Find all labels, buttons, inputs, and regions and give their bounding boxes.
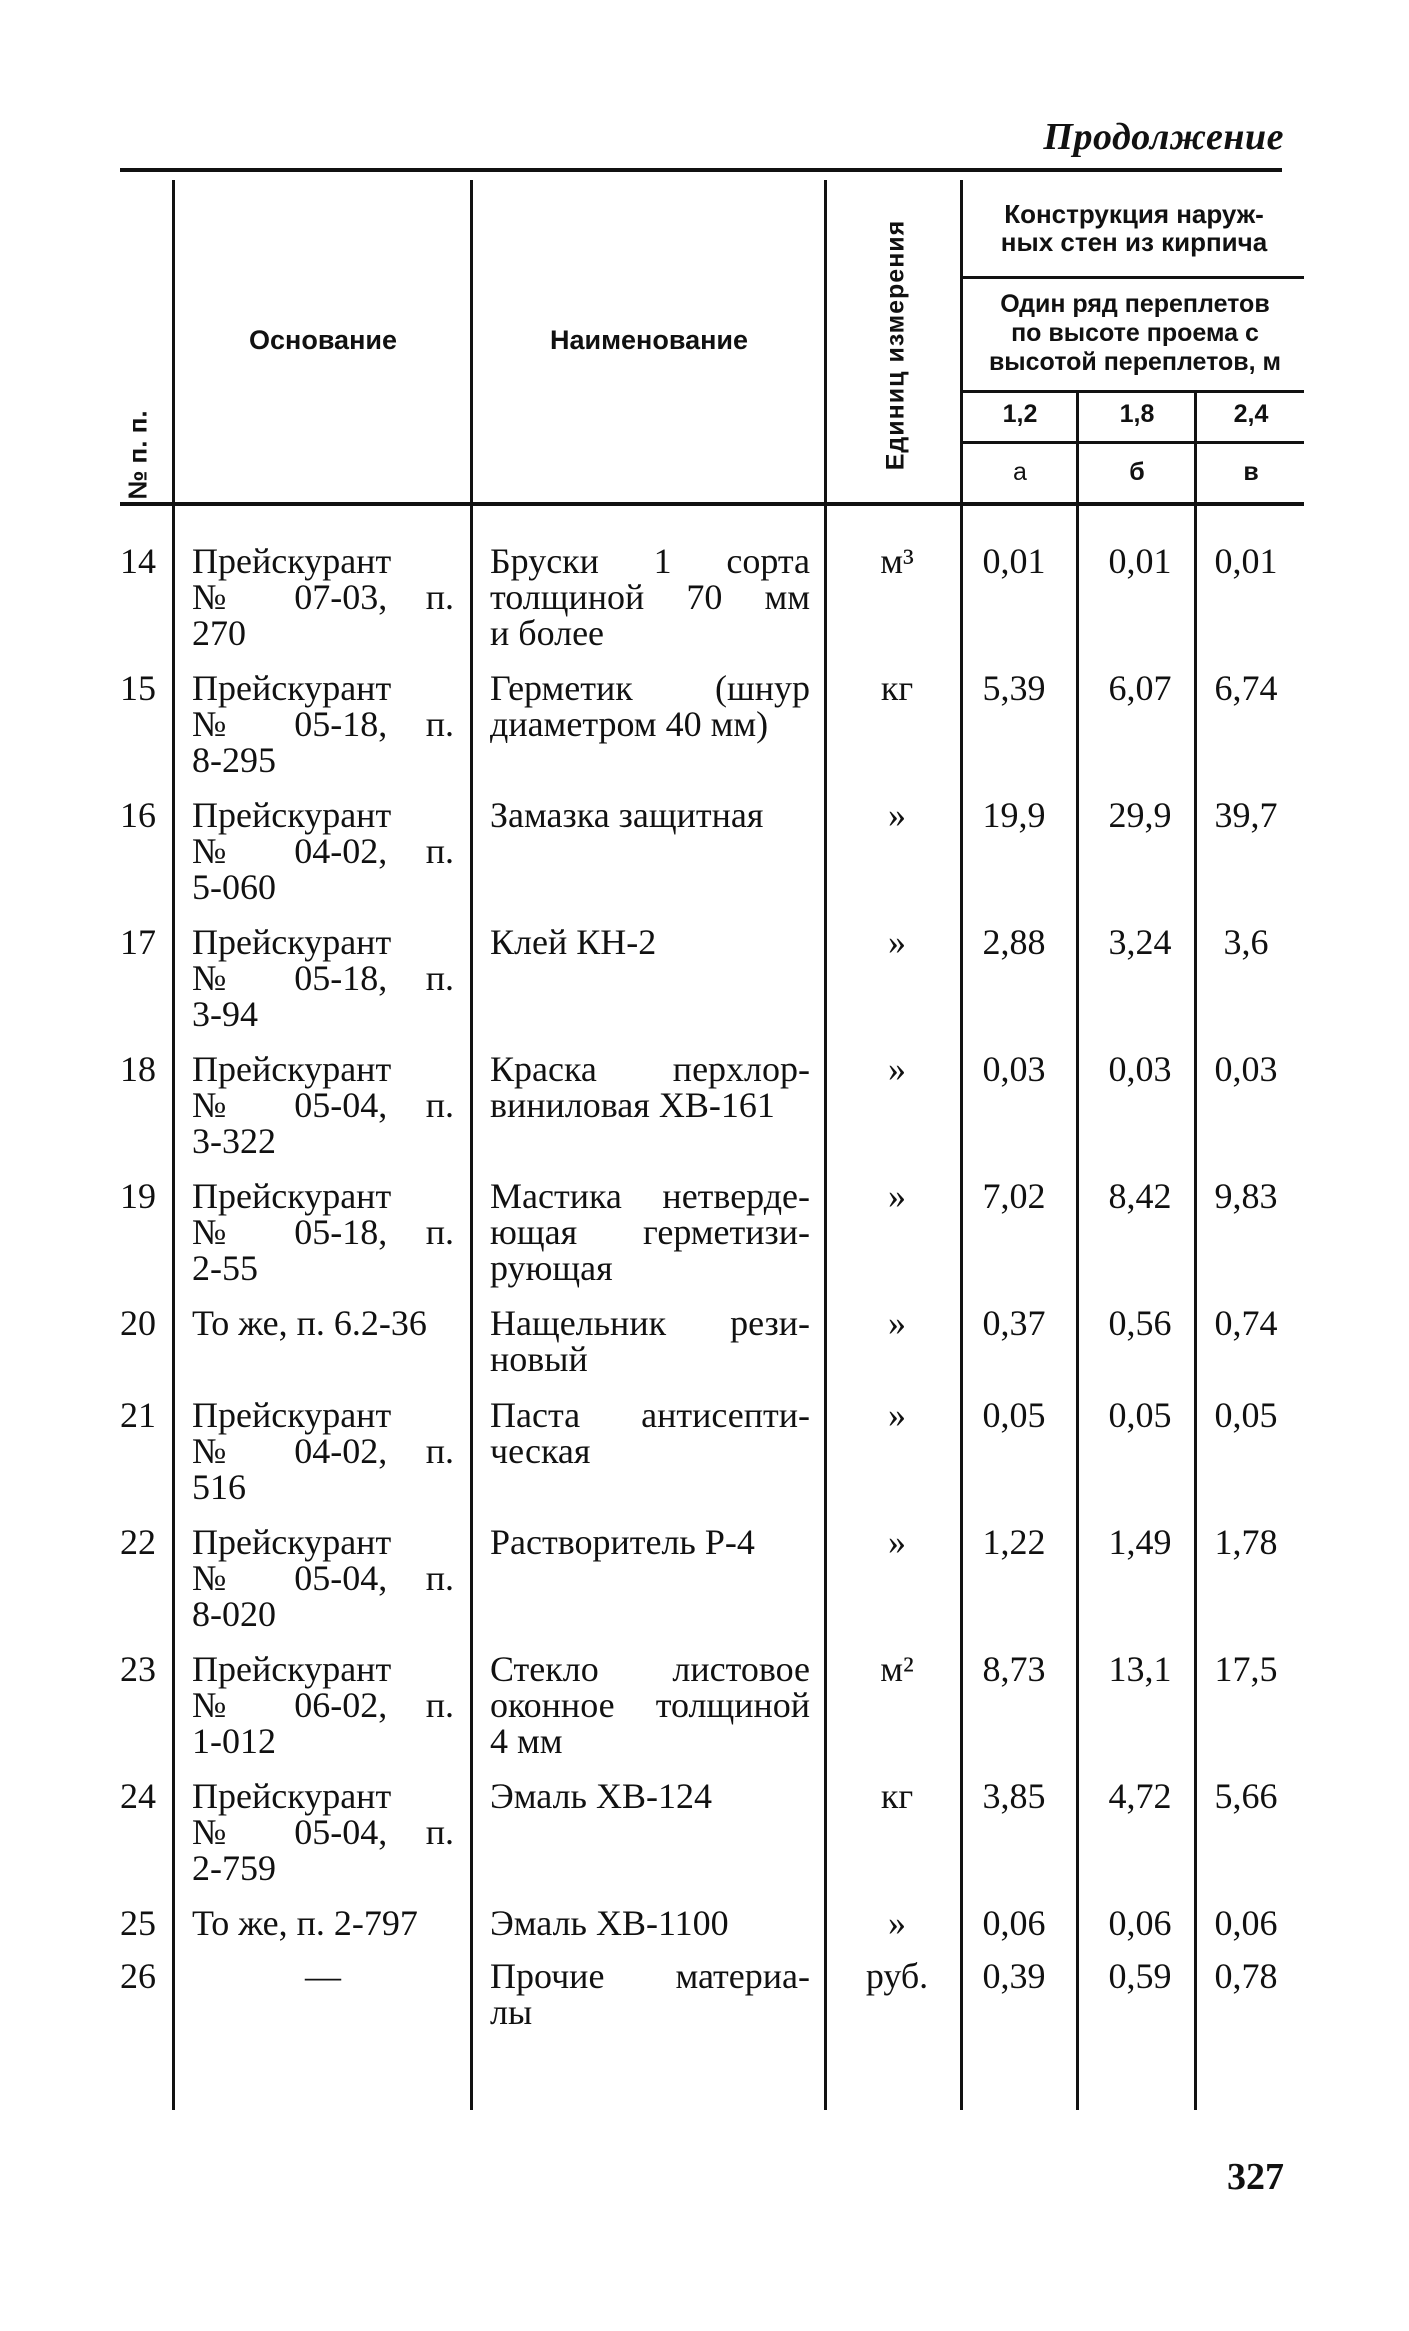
- row-value-c: 0,05: [1214, 1395, 1278, 1435]
- row-basis: [192, 1651, 454, 1759]
- row-basis: [192, 797, 454, 905]
- header-height-3: 2,4: [1233, 400, 1269, 428]
- row-basis-line: 3-322: [192, 1121, 276, 1161]
- header-construction: Конструкция наруж- ных стен из кирпича: [1000, 199, 1268, 257]
- row-value-c: 9,83: [1214, 1176, 1278, 1216]
- row-basis-line: 2-759: [192, 1848, 276, 1888]
- row-number: 18: [120, 1049, 156, 1089]
- row-name: [490, 1305, 810, 1377]
- row-basis-line: № 05-18, п.: [192, 958, 454, 998]
- row-basis-line: № 07-03, п.: [192, 577, 454, 617]
- continuation-label: Продолжение: [1043, 116, 1284, 158]
- row-name: [490, 1178, 810, 1286]
- row-basis-line: Прейскурант: [192, 1649, 392, 1689]
- row-number: 26: [120, 1956, 156, 1996]
- row-basis-line: Прейскурант: [192, 1049, 392, 1089]
- row-basis-line: № 05-04, п.: [192, 1085, 454, 1125]
- row-name-line: Прочие материа-: [490, 1956, 810, 1996]
- row-name: [490, 1651, 810, 1759]
- row-value-a: 7,02: [982, 1176, 1046, 1216]
- row-value-b: 0,56: [1108, 1303, 1172, 1343]
- row-value-b: 6,07: [1108, 668, 1172, 708]
- row-unit: »: [888, 1049, 906, 1089]
- row-unit: »: [888, 1903, 906, 1943]
- row-value-b: 0,06: [1108, 1903, 1172, 1943]
- row-name-line: Эмаль ХВ-1100: [490, 1903, 729, 1943]
- row-value-a: 19,9: [982, 795, 1046, 835]
- row-name-line: Нащельник рези-: [490, 1303, 810, 1343]
- row-name-line: Паста антисепти-: [490, 1395, 810, 1435]
- header-height-1: 1,2: [1002, 400, 1038, 428]
- row-value-a: 3,85: [982, 1776, 1046, 1816]
- row-value-c: 0,01: [1214, 541, 1278, 581]
- row-basis: [192, 1305, 454, 1341]
- row-basis-line: Прейскурант: [192, 541, 392, 581]
- row-basis: [192, 924, 454, 1032]
- row-number: 19: [120, 1176, 156, 1216]
- row-value-c: 1,78: [1214, 1522, 1278, 1562]
- table-top-rule: [120, 168, 1282, 172]
- header-letter-b: б: [1129, 458, 1145, 486]
- row-name-line: ющая герметизи-: [490, 1212, 810, 1252]
- header-height-2: 1,8: [1119, 400, 1155, 428]
- row-number: 21: [120, 1395, 156, 1435]
- row-value-b: 1,49: [1108, 1522, 1172, 1562]
- row-unit: »: [888, 1303, 906, 1343]
- row-basis: [192, 1905, 454, 1941]
- row-name-line: Мастика нетверде-: [490, 1176, 810, 1216]
- row-number: 22: [120, 1522, 156, 1562]
- row-unit: кг: [880, 668, 914, 708]
- row-basis-line: 270: [192, 613, 246, 653]
- header-sash: Один ряд переплетов по высоте проема с высотой переплетов, м: [988, 290, 1282, 376]
- row-basis-line: 5-060: [192, 867, 276, 907]
- page-number: 327: [1227, 2156, 1284, 2198]
- row-name-line: ческая: [490, 1431, 591, 1471]
- row-basis: [192, 1778, 454, 1886]
- row-unit: »: [888, 1395, 906, 1435]
- header-letter-a: а: [1013, 458, 1027, 486]
- row-name-line: 4 мм: [490, 1721, 563, 1761]
- row-name: [490, 1051, 810, 1123]
- row-value-a: 0,39: [982, 1956, 1046, 1996]
- rule-col5: [1076, 390, 1079, 2110]
- row-basis-line: № 05-04, п.: [192, 1812, 454, 1852]
- row-name-line: рующая: [490, 1248, 613, 1288]
- row-value-a: 8,73: [982, 1649, 1046, 1689]
- row-basis: [192, 1178, 454, 1286]
- row-name-line: Клей КН-2: [490, 922, 657, 962]
- row-value-b: 0,05: [1108, 1395, 1172, 1435]
- row-name: [490, 1905, 810, 1941]
- row-basis-line: 8-295: [192, 740, 276, 780]
- row-number: 14: [120, 541, 156, 581]
- row-basis-line: То же, п. 6.2-36: [192, 1303, 427, 1343]
- row-basis-line: 3-94: [192, 994, 258, 1034]
- row-value-c: 5,66: [1214, 1776, 1278, 1816]
- row-value-b: 0,59: [1108, 1956, 1172, 1996]
- row-name: [490, 1397, 810, 1469]
- row-basis-line: Прейскурант: [192, 1176, 392, 1216]
- rule-under-construction: [962, 276, 1304, 279]
- row-value-b: 29,9: [1108, 795, 1172, 835]
- row-basis-line: 2-55: [192, 1248, 258, 1288]
- row-value-c: 0,03: [1214, 1049, 1278, 1089]
- row-basis-line: № 05-04, п.: [192, 1558, 454, 1598]
- row-basis-line: —: [305, 1956, 341, 1996]
- row-value-c: 39,7: [1214, 795, 1278, 835]
- row-name-line: Замазка защитная: [490, 795, 764, 835]
- row-number: 24: [120, 1776, 156, 1816]
- row-basis: [192, 670, 454, 778]
- row-unit: »: [888, 1522, 906, 1562]
- row-basis: [192, 1958, 454, 1994]
- row-value-c: 0,78: [1214, 1956, 1278, 1996]
- row-value-b: 13,1: [1108, 1649, 1172, 1689]
- row-value-b: 3,24: [1108, 922, 1172, 962]
- row-name: [490, 1778, 810, 1814]
- rule-col1: [172, 180, 175, 2110]
- row-basis-line: Прейскурант: [192, 795, 392, 835]
- rule-under-heights: [962, 441, 1304, 444]
- row-name-line: толщиной 70 мм: [490, 577, 810, 617]
- row-basis-line: Прейскурант: [192, 1395, 392, 1435]
- row-name-line: Бруски 1 сорта: [490, 541, 810, 581]
- row-unit: м²: [880, 1649, 914, 1689]
- row-name-line: диаметром 40 мм): [490, 704, 769, 744]
- row-value-b: 0,03: [1108, 1049, 1172, 1089]
- row-name-line: Краска перхлор-: [490, 1049, 810, 1089]
- row-unit: »: [888, 922, 906, 962]
- row-name-line: Стекло листовое: [490, 1649, 810, 1689]
- row-value-a: 1,22: [982, 1522, 1046, 1562]
- row-value-a: 0,37: [982, 1303, 1046, 1343]
- row-unit: кг: [880, 1776, 914, 1816]
- row-basis-line: То же, п. 2-797: [192, 1903, 418, 1943]
- row-basis-line: № 06-02, п.: [192, 1685, 454, 1725]
- rule-col3: [824, 180, 827, 2110]
- rule-col2: [470, 180, 473, 2110]
- row-value-a: 0,01: [982, 541, 1046, 581]
- row-basis-line: № 04-02, п.: [192, 1431, 454, 1471]
- row-number: 17: [120, 922, 156, 962]
- row-basis-line: № 05-18, п.: [192, 1212, 454, 1252]
- row-value-a: 2,88: [982, 922, 1046, 962]
- row-basis-line: Прейскурант: [192, 922, 392, 962]
- rule-col6: [1194, 390, 1197, 2110]
- row-basis: [192, 1524, 454, 1632]
- row-name-line: Растворитель Р-4: [490, 1522, 755, 1562]
- row-name: [490, 543, 810, 651]
- rule-header-bottom: [120, 502, 1304, 506]
- row-name-line: Герметик (шнур: [490, 668, 810, 708]
- row-basis-line: 8-020: [192, 1594, 276, 1634]
- row-value-b: 4,72: [1108, 1776, 1172, 1816]
- row-unit: »: [888, 1176, 906, 1216]
- rule-under-sash: [962, 390, 1304, 393]
- row-name: [490, 797, 810, 833]
- row-number: 20: [120, 1303, 156, 1343]
- row-value-a: 0,03: [982, 1049, 1046, 1089]
- row-name: [490, 1958, 810, 2030]
- row-basis-line: № 05-18, п.: [192, 704, 454, 744]
- row-basis-line: 516: [192, 1467, 246, 1507]
- row-basis-line: № 04-02, п.: [192, 831, 454, 871]
- row-value-a: 0,05: [982, 1395, 1046, 1435]
- row-value-c: 0,06: [1214, 1903, 1278, 1943]
- row-name: [490, 1524, 810, 1560]
- row-value-c: 17,5: [1214, 1649, 1278, 1689]
- row-basis-line: Прейскурант: [192, 1776, 392, 1816]
- row-name-line: новый: [490, 1339, 588, 1379]
- header-name: Наименование: [549, 325, 749, 355]
- row-unit: »: [888, 795, 906, 835]
- row-basis-line: Прейскурант: [192, 1522, 392, 1562]
- row-number: 15: [120, 668, 156, 708]
- row-basis: [192, 1397, 454, 1505]
- row-name-line: виниловая ХВ-161: [490, 1085, 775, 1125]
- row-unit: м³: [880, 541, 914, 581]
- row-number: 16: [120, 795, 156, 835]
- row-name: [490, 924, 810, 960]
- row-name-line: и более: [490, 613, 605, 653]
- row-value-b: 0,01: [1108, 541, 1172, 581]
- row-name-line: оконное толщиной: [490, 1685, 810, 1725]
- row-value-c: 6,74: [1214, 668, 1278, 708]
- row-basis: [192, 543, 454, 651]
- row-value-c: 0,74: [1214, 1303, 1278, 1343]
- row-basis-line: 1-012: [192, 1721, 276, 1761]
- row-value-a: 0,06: [982, 1903, 1046, 1943]
- row-basis: [192, 1051, 454, 1159]
- row-name: [490, 670, 810, 742]
- row-value-c: 3,6: [1223, 922, 1269, 962]
- row-basis-line: Прейскурант: [192, 668, 392, 708]
- row-number: 25: [120, 1903, 156, 1943]
- row-unit: руб.: [865, 1956, 929, 1996]
- rule-col4: [960, 180, 963, 2110]
- row-value-a: 5,39: [982, 668, 1046, 708]
- row-name-line: Эмаль ХВ-124: [490, 1776, 712, 1816]
- header-basis: Основание: [249, 325, 397, 355]
- header-letter-c: в: [1243, 458, 1259, 486]
- row-number: 23: [120, 1649, 156, 1689]
- row-name-line: лы: [490, 1992, 533, 2032]
- row-value-b: 8,42: [1108, 1176, 1172, 1216]
